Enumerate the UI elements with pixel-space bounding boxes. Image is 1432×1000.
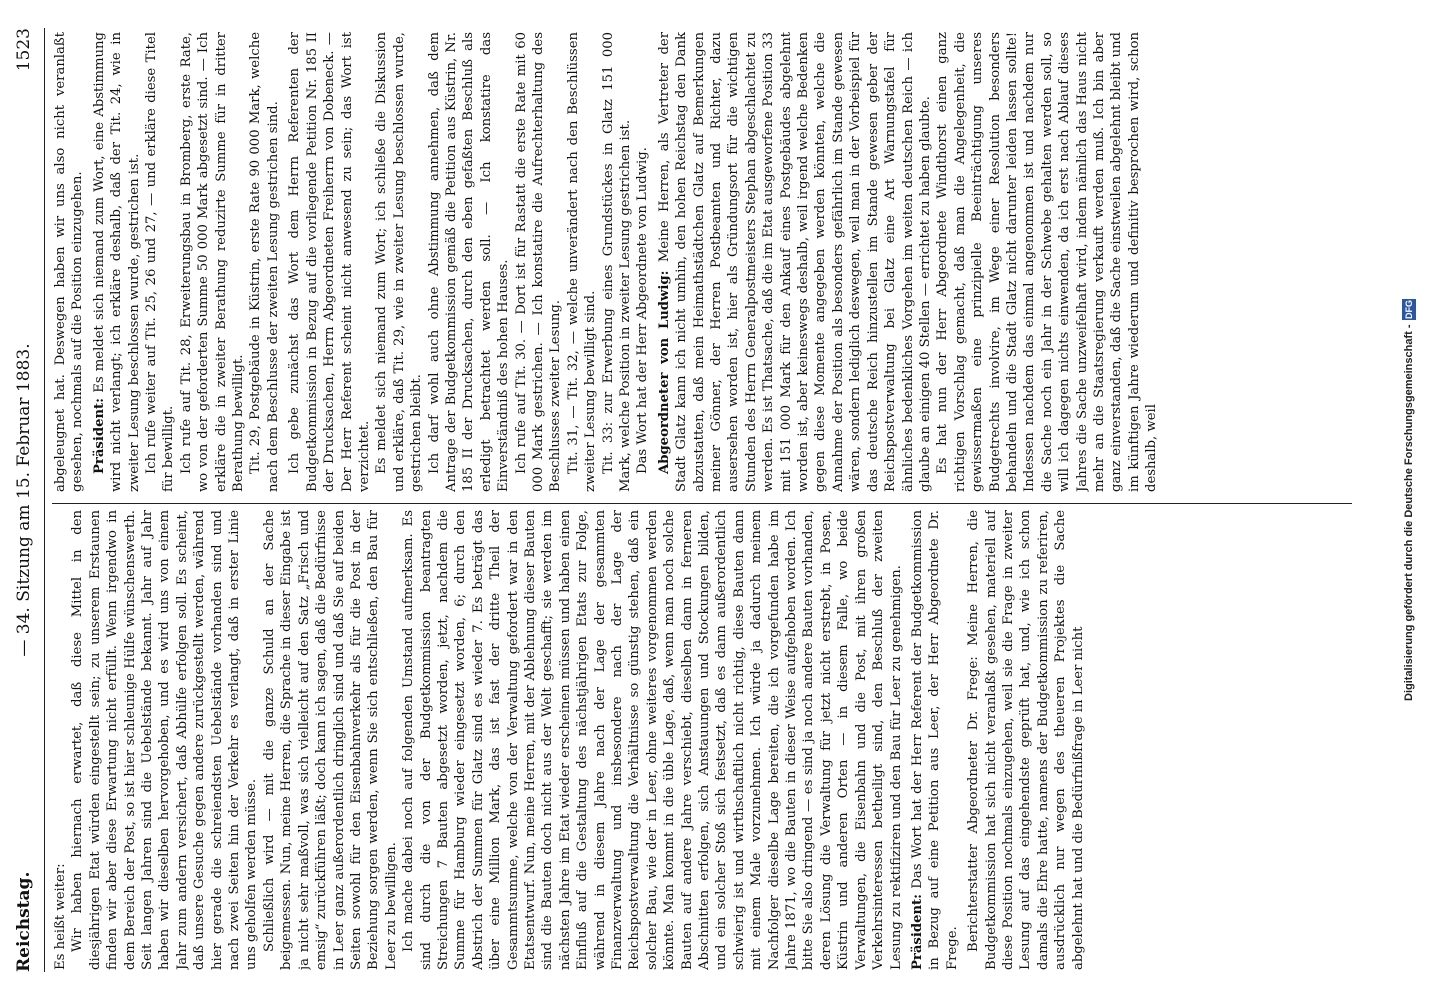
paragraph <box>426 32 513 492</box>
dfg-credit <box>1402 20 1426 980</box>
paragraph-text: Ich rufe auf Tit. 28, Erweiterungsbau in Bromberg, erste Rate, wo von der geforderten Summe 50 000 Mark abgesetzt sind. — Ich erkläre die in zweiter Berathung reduzirte Summe für in dritter Berathung bewilligt. <box>178 32 247 492</box>
paragraph <box>69 510 260 970</box>
running-head <box>14 28 44 972</box>
paragraph-text: Tit. 33: zur Erwerbung eines Grundstückes in Glatz 151 000 Mark, welche Position in zweiter Lesung gestrichen ist. <box>600 32 633 492</box>
paragraph-text: abgeleugnet hat. Deswegen haben wir uns also nicht veranlaßt gesehen, nochmals auf die Position einzugehen. <box>53 32 86 492</box>
paragraph <box>909 510 961 970</box>
speaker-label: Präsident: <box>909 893 925 970</box>
paragraph <box>286 32 373 492</box>
paragraph <box>52 510 69 970</box>
paragraph-text: Tit. 31, — Tit. 32, — welche unverändert nach den Beschlüssen zweiter Lesung bewilligt sind. <box>565 32 599 492</box>
paragraph-text: Tit. 29, Postgebäude in Küstrin, erste Rate 90 000 Mark, welche nach dem Beschlusse der zweiten Lesung gestrichen sind. <box>248 32 281 492</box>
left-column <box>52 510 1352 970</box>
paragraph <box>178 32 248 492</box>
paragraph-text: Das Wort hat der Herr Referent der Budgetkommission in Bezug auf eine Petition aus Leer, der Herr Abgeordnete Dr. Frege. <box>909 510 960 970</box>
paragraph <box>143 32 178 492</box>
paragraph-text: Das Wort hat der Herr Abgeordnete von Ludwig. <box>635 147 651 474</box>
header-left: Reichstag. <box>14 871 34 972</box>
paragraph-text: Meine Herren, als Vertreter der Stadt Glatz kann ich nicht umhin, den hohen Reichstag den Dank abzustatten, daß mein Heimathstädtchen Glatz auf Bemerkungen meiner Gönner, der Herren Postbeamten und Richter, dazu ausersehen worden ist, hier als Gründungsort für die wichtigen Stunden des Herrn Generalpostmeisters Stephan abgeschlachtet zu werden. Es ist Thatsache, daß die im Etat ausgeworfene Position 33 mit 151 000 Mark für den Ankauf eines Postgebäudes abgelehnt worden ist, aber keineswegs deshalb, weil irgend welche Bedenken gegen diese Momente angegeben werden könnten, welche die Annahme der Position als besonders gefährlich im Stande gewesen wären, sondern lediglich deswegen, weil man in der Vorbeispiel für das deutsche Reich hinzustellen im Stande gewesen geber der Reichspostverwaltung bei Glatz eine Art Warnungstafel für ähnliches bedenkliches Vorgehen im weiten deutschen Reich — ich glaube an einigen 40 Stellen — errichtet zu haben glaubte. <box>656 32 933 492</box>
paragraph-text: Ich mache dabei noch auf folgenden Umstand aufmerksam. Es sind durch die von der Budgetkommission beantragten Streichungen 7 Bauten abgesetzt worden, jetzt, nachdem die Summe für Hamburg wieder eingesetzt worden, 6; durch den Abstrich der Summen für Glatz sind es wieder 7. Es beträgt das über eine Million Mark, das ist fast der dritte Theil der Gesammtsumme, welche von der Verwaltung gefordert war in den Etatsentwurf. Nun, meine Herren, mit der Ablehnung dieser Bauten sind die Bauten doch nicht aus der Welt geschafft; sie werden im nächsten Jahre im Etat wieder erscheinen müssen und haben einen Einfluß auf die Gestaltung des nächstjährigen Etats zur Folge, während in diesem Jahre nach der Lage der gesammten Finanzverwaltung und insbesondere nach der Lage der Reichspostverwaltung die Verhältnisse so günstig stehen, daß ein solcher Bau, wie der in Leer, ohne weiteres vorgenommen werden könnte. Man kommt in die üble Lage, daß, wenn man noch solche Bauten auf andere Jahre verschiebt, dieselben dann in ferneren Abschnitten erfolgen, sich Anstauungen und Stockungen bilden, und ein solcher Stoß sich festsetzt, daß es dann außerordentlich schwierig ist und wirthschaftlich nicht richtig, diese Bauten dann mit einem Male vorzunehmen. Ich würde ja dadurch meinem Nachfolger dieselbe Lage bereiten, die ich vorgefunden habe im Jahre 1871, wo die Bauten in dieser Weise aufgehoben worden. Ich bitte Sie also dringend — es sind ja noch andere Bauten vorhanden, deren Lösung die Verwaltung für jetzt nicht erstrebt, in Posen, Küstrin und anderen Orten — in diesem Falle, wo beide Verwaltungen, die Eisenbahn und die Post, mit ihren großen Verkehrsinteressen betheiligt sind, den Beschluß der zweiten Lesung zu rektifiziren und den Bau für Leer zu genehmigen. <box>401 510 904 970</box>
paragraph <box>261 510 400 970</box>
paragraph-text: Wir haben hiernach erwartet, daß diese Mittel in den diesjährigen Etat würden eingestellt sein; zu unserem Erstaunen finden wir aber diese Erwartung nicht erfüllt. Wenn irgendwo in dem Bereich der Post, so ist hier schleunige Hülfe wünschenswerth. Seit langen Jahren sind die Uebelstände bekannt. Jahr auf Jahr haben wir dieselben hervorgehoben, und es wird uns von einem Jahr zum andern versichert, daß Abhülfe erfolgen soll. Es scheint, daß unsere Gesuche gegen andere zurückgestellt werden, während hier gerade die schreiendsten Uebelstände vorhanden sind und nach zwei Seiten hin der Verkehr es verlangt, daß in erster Linie uns geholfen werden müsse. <box>70 510 260 970</box>
paragraph-text: Ich gebe zunächst das Wort dem Herrn Referenten der Budgetkommission in Bezug auf die vorliegende Petition Nr. 185 II der Drucksachen, Herrn Abgeordneten Freiherrn von Dobeneck. — Der Herr Referent scheint nicht anwesend zu sein; das Wort ist verzichtet. <box>287 32 372 492</box>
paragraph-text: Schließlich wird — mit die ganze Schuld an der Sache beigemessen. Nun, meine Herren, die Sprache in dieser Eingabe ist ja nicht sehr maßvoll, was sich vielleicht auf den Satz „Frisch und emsig“ zurückführen läßt; doch kann ich sagen, daß die Bedürfnisse in Leer ganz außerordentlich dringlich sind und daß Sie auf beiden Seiten sowohl für den Eisenbahnverkehr als für die Post in der Beziehung sorgen werden, wenn Sie sich entschließen, den Bau für Leer zu bewilligen. <box>261 510 399 970</box>
header-center: — 34. Sitzung am 15. Februar 1883. <box>14 343 34 657</box>
paragraph <box>565 32 600 492</box>
speaker-label: Präsident: <box>91 397 107 474</box>
paragraph-text: Es meldet sich niemand zum Wort, eine Abstimmung wird nicht verlangt; ich erkläre deshalb, daß der Tit. 24, wie in zweiter Lesung beschlossen wurde, gestrichen ist. <box>91 32 142 492</box>
dfg-credit-text: Digitalisierung gefördert durch die Deutsche Forschungsgemeinschaft - <box>1403 324 1415 702</box>
paragraph-text: Es meldet sich niemand zum Wort; ich schließe die Diskussion und erkläre, daß Tit. 29, wie in zweiter Lesung beschlossen wurde, gestrichen bleibt. <box>374 32 425 492</box>
paragraph <box>634 32 651 492</box>
paragraph <box>52 32 87 492</box>
header-rule <box>44 28 45 972</box>
paragraph-text: Berichterstatter Abgeordneter Dr. Frege: Meine Herren, die Budgetkommission hat sich nicht veranlaßt gesehen, materiell auf diese Position nochmals einzugehen, weil sie die Frage in zweiter Lesung auf das eingehendste geprüft hat, und, wie ich schon damals die Ehre hatte, namens der Budgetkommission zu referiren, ausdrücklich nur wegen des theueren Projektes die Sache abgelehnt hat und die Bedürfnißfrage in Leer nicht <box>966 510 1086 970</box>
column-rule <box>52 503 1352 504</box>
paragraph-text: Ich darf wohl auch ohne Abstimmung annehmen, daß dem Antrage der Budgetkommission gemäß die Petition aus Küstrin, Nr. 185 II der Drucksachen, durch den eben gefaßten Beschluß als erledigt betrachtet werden soll. — Ich konstatire das Einverständniß des hohen Hauses. <box>426 32 512 492</box>
paragraph <box>513 32 565 492</box>
paragraph-text: Ich rufe auf Tit. 30. — Dort ist für Rastatt die erste Rate mit 60 000 Mark gestrichen. — Ich konstatire die Aufrechterhaltung des Beschlusses zweiter Lesung. <box>513 32 564 492</box>
page-number: 1523 <box>14 28 34 72</box>
paragraph <box>600 32 635 492</box>
paragraph <box>934 32 1160 492</box>
paragraph-text: Ich rufe weiter auf Tit. 25, 26 und 27, — und erkläre diese Titel für bewilligt. <box>144 32 177 492</box>
paragraph-text: Es heißt weiter: <box>53 863 68 970</box>
right-column <box>52 32 1352 492</box>
paragraph-text: Es hat nun der Herr Abgeordnete Windthorst einen ganz richtigen Vorschlag gemacht, daß man die Angelegenheit, die gewissermaßen eine prinzipielle Beeinträchtigung unseres Budgetrechts involvire, im Wege einer Resolution besonders behandeln und die Stadt Glatz nicht darunter leiden lassen sollte! Indessen nachdem das einmal angenommen ist und nachdem nur die Sache noch ein Jahr in der Schwebe gehalten werden soll, so will ich dagegen nichts einwenden, da ich erst nach Ablauf dieses Jahres die Sache unzweifelhaft wird, indem nämlich das Haus nicht mehr an die Staatsregierung verkauft werden muß. Ich bin aber ganz einverstanden, daß die Sache einstweilen abgelehnt bleibt und im künftigen Jahre wiederum und definitiv besprochen wird, schon deshalb, weil <box>935 32 1160 492</box>
dfg-logo: DFG <box>1404 299 1414 319</box>
paragraph <box>656 32 935 492</box>
paragraph <box>965 510 1087 970</box>
paragraph <box>247 32 282 492</box>
paragraph <box>400 510 905 970</box>
paragraph <box>373 32 425 492</box>
paragraph <box>91 32 143 492</box>
speaker-label: Abgeordneter von Ludwig: <box>656 270 672 474</box>
